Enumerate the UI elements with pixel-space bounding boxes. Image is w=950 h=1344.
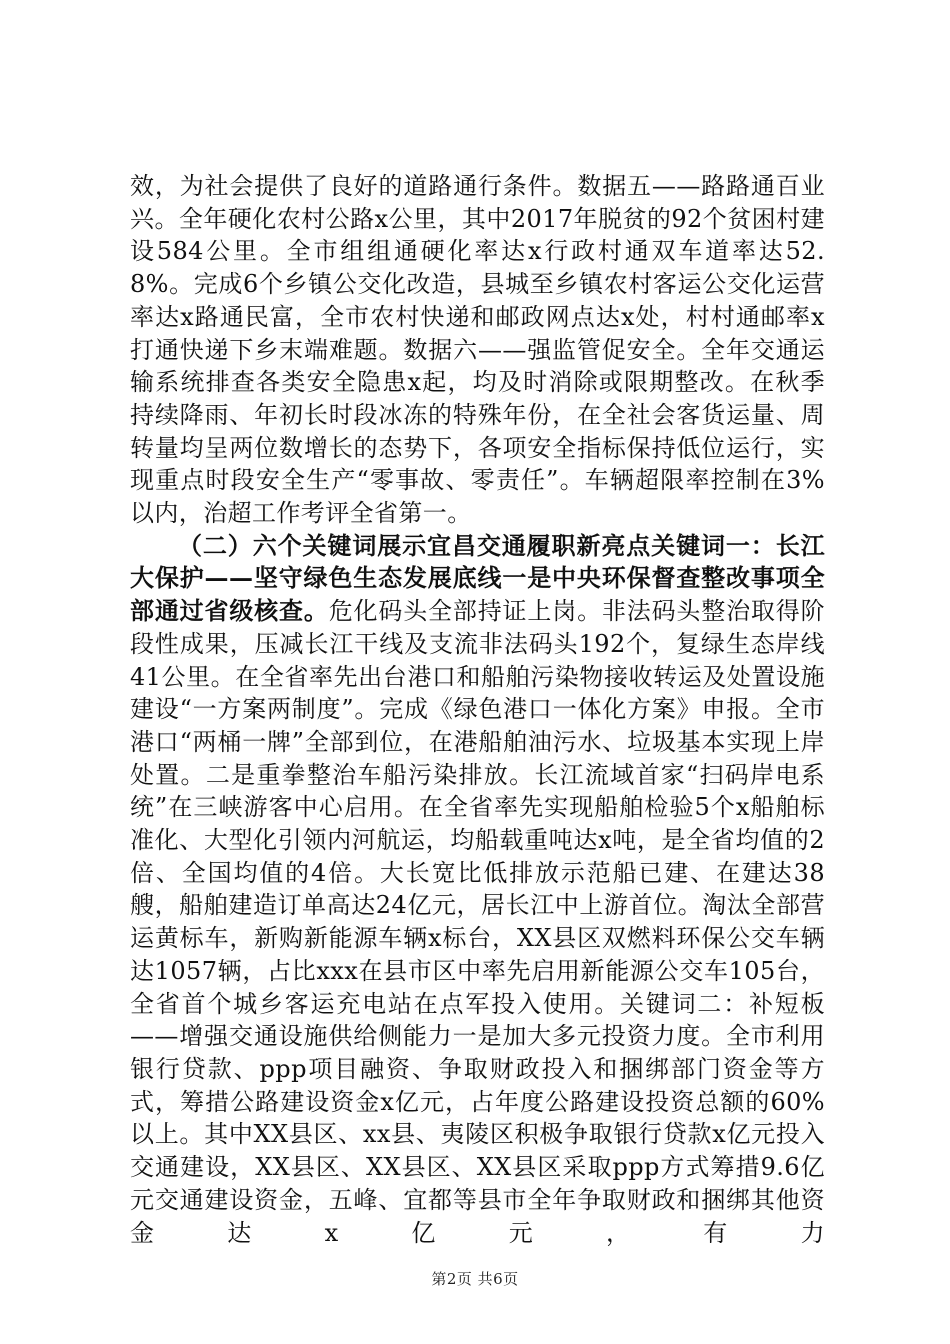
paragraph-keywords [130,530,825,1249]
paragraph-data-summary: 效，为社会提供了良好的道路通行条件。数据五——路路通百业兴。全年硬化农村公路x公里，其中2017年脱贫的92个贫困村建设584公里。全市组组通硬化率达x行政村通双车道率达52.8%。完成6个乡镇公交化改造，县城至乡镇农村客运公交化运营率达x路通民富，全市农村快递和邮政网点达x处，村村通邮率x打通快递下乡末端难题。数据六——强监管促安全。全年交通运输系统排查各类安全隐患x起，均及时消除或限期整改。在秋季持续降雨、年初长时段冰冻的特殊年份，在全社会客货运量、周转量均呈两位数增长的态势下，各项安全指标保持低位运行，实现重点时段安全生产“零事故、零责任”。车辆超限率控制在3%以内，治超工作考评全省第一。 [130,172,825,528]
document-body [130,170,825,1249]
page-number-footer: 第2页 共6页 [431,1270,519,1288]
paragraph-keywords-heading: （二）六个关键词展示宜昌交通履职新亮点关键词一：长江大保护——坚守绿色生态发展底线一是中央环保督查整改事项全部通过省级核查。 [130,530,825,626]
paragraph-keywords-body: 危化码头全部持证上岗。非法码头整治取得阶段性成果，压减长江干线及支流非法码头192个，复绿生态岸线41公里。在全省率先出台港口和船舶污染物接收转运及处置设施建设“一方案两制度”。完成《绿色港口一体化方案》申报。全市港口“两桶一牌”全部到位，在港船舶油污水、垃圾基本实现上岸处置。二是重拳整治车船污染排放。长江流域首家“扫码岸电系统”在三峡游客中心启用。在全省率先实现船舶检验5个x船舶标准化、大型化引领内河航运，均船载重吨达x吨，是全省均值的2倍、全国均值的4倍。大长宽比低排放示范船已建、在建达38艘，船舶建造订单高达24亿元，居长江中上游首位。淘汰全部营运黄标车，新购新能源车辆x标台，XX县区双燃料环保公交车辆达1057辆，占比xxx在县市区中率先启用新能源公交车105台，全省首个城乡客运充电站在点军投入使用。关键词二：补短板——增强交通设施供给侧能力一是加大多元投资力度。全市利用银行贷款、ppp项目融资、争取财政投入和捆绑部门资金等方式，筹措公路建设资金x亿元，占年度公路建设投资总额的60%以上。其中XX县区、xx县、夷陵区积极争取银行贷款x亿元投入交通建设，XX县区、XX县区、XX县区采取ppp方式筹措9.6亿元交通建设资金，五峰、宜都等县市全年争取财政和捆绑其他资金达x亿元，有力 [130,597,826,1247]
